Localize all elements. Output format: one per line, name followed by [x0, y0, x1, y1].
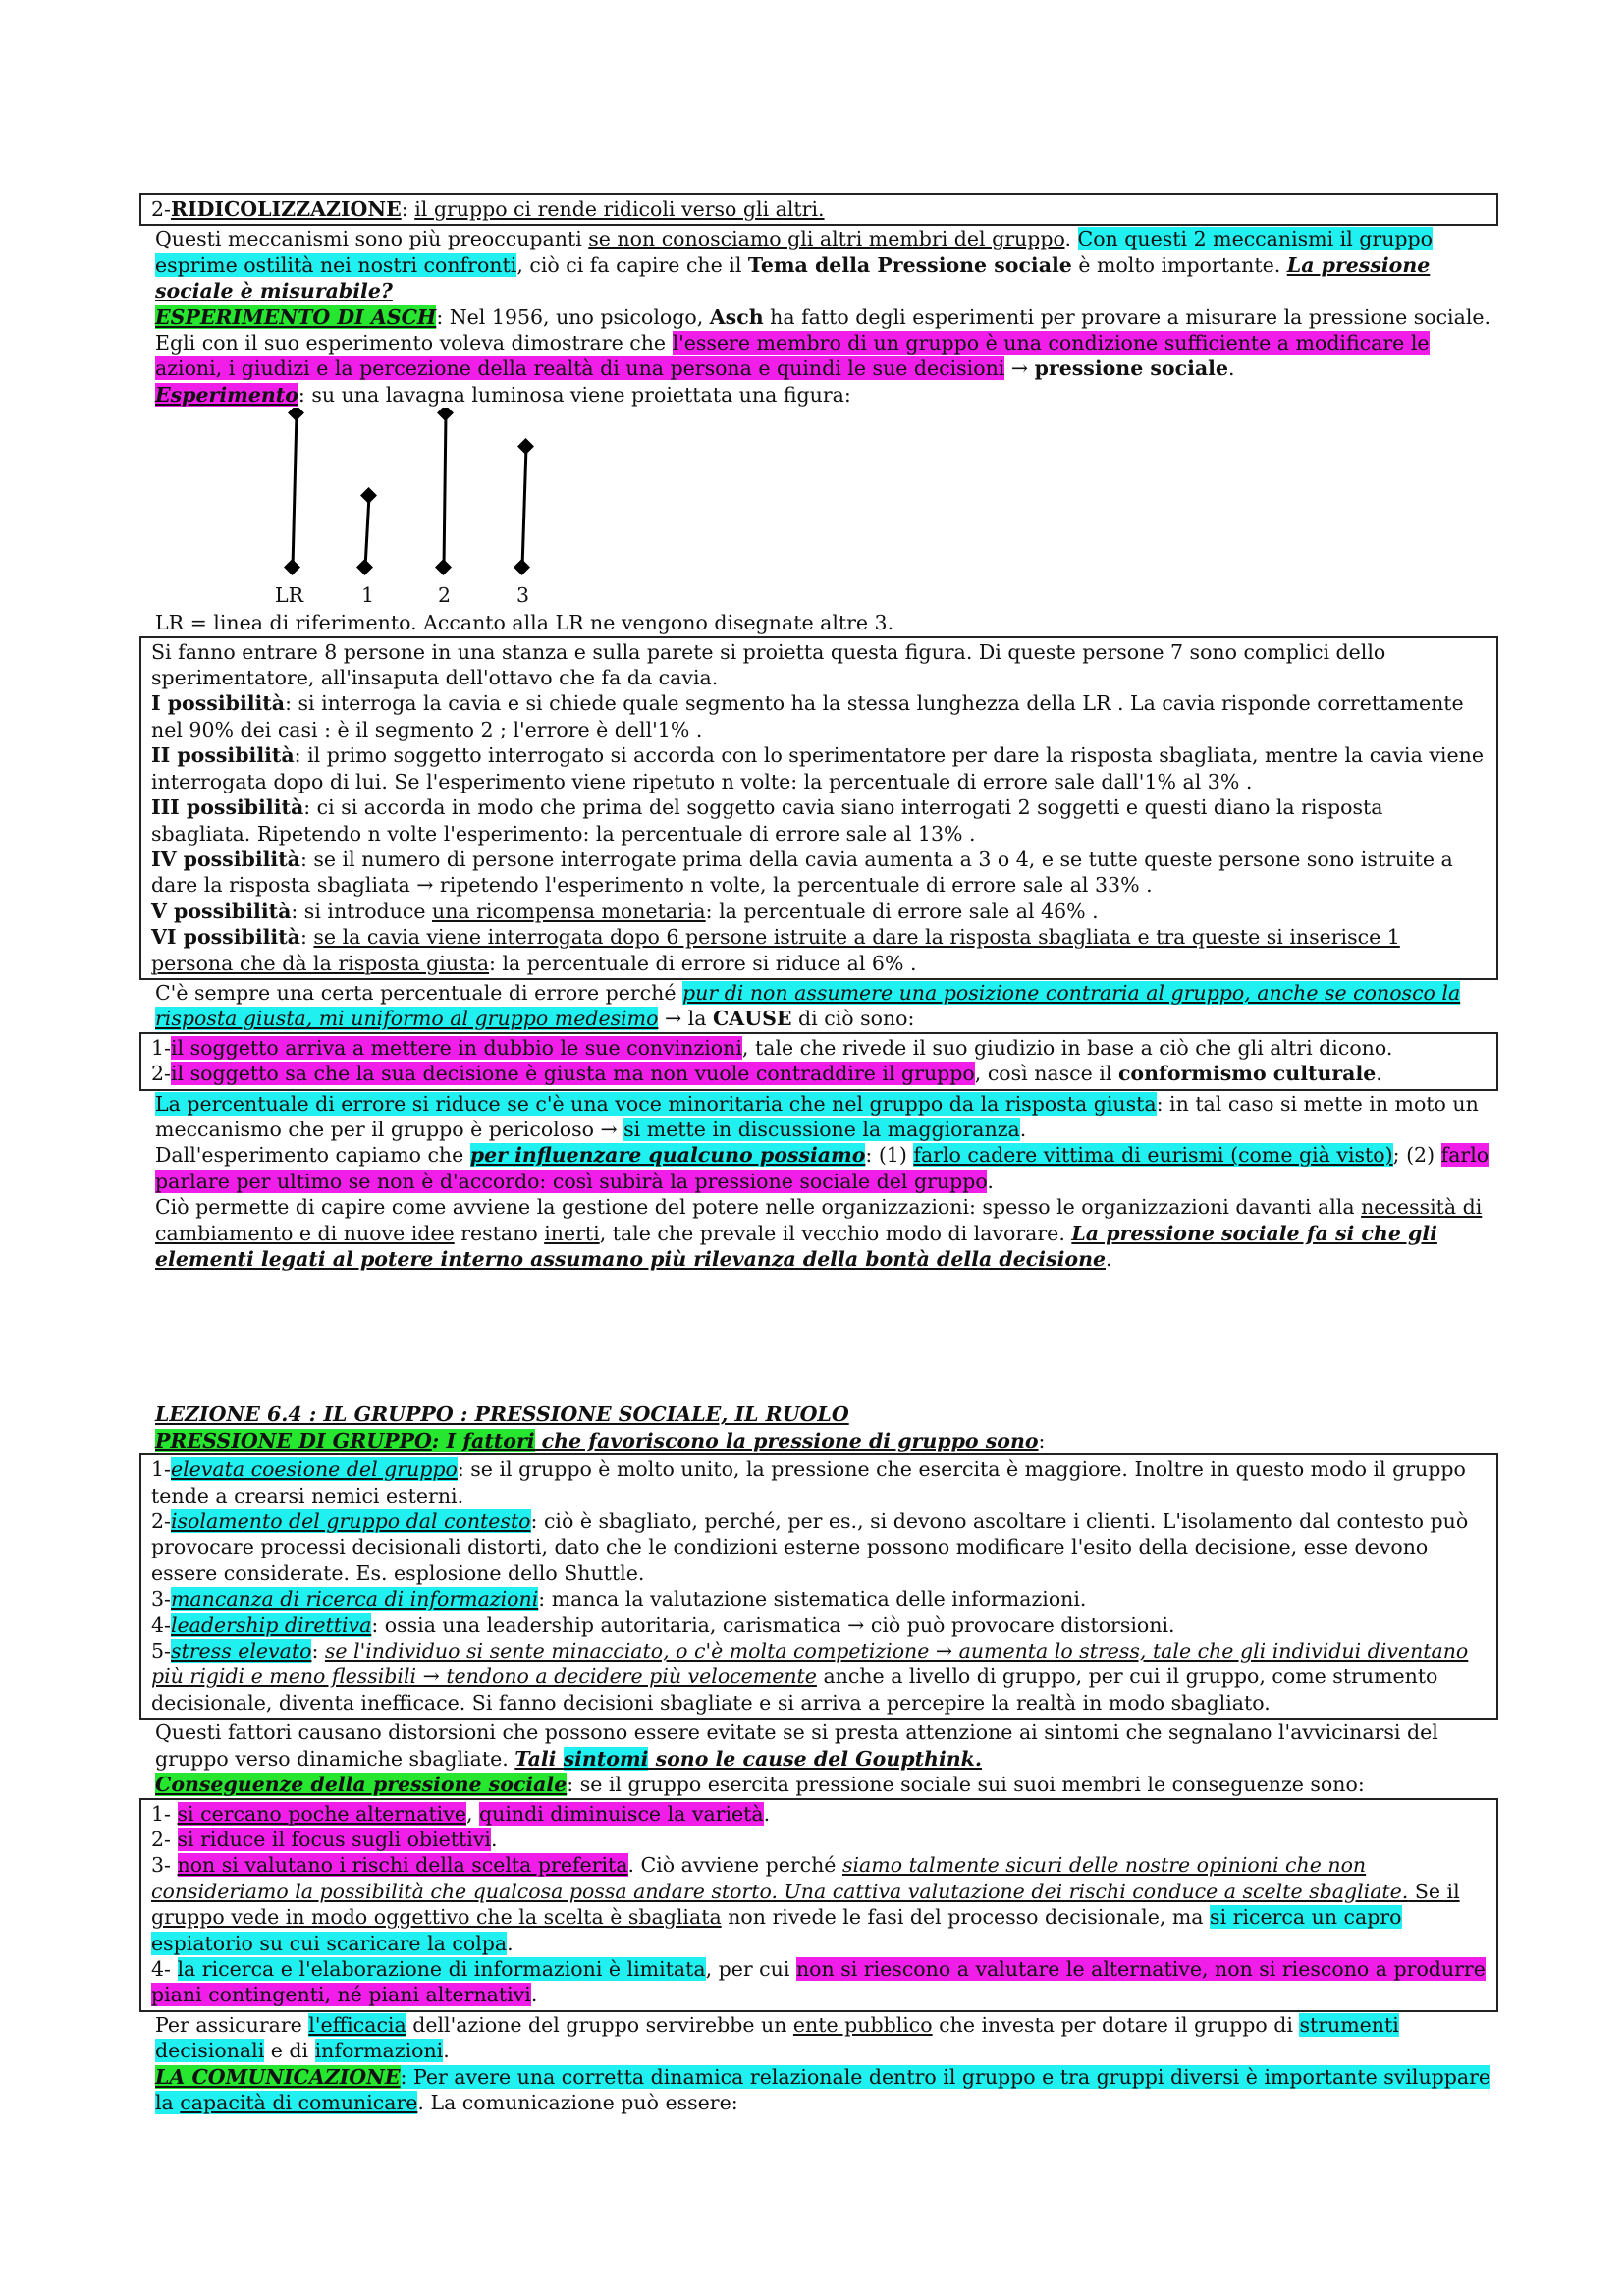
highlight-cyan: elevata coesione del gruppo — [170, 1457, 458, 1482]
highlight-cyan: strumenti decisionali — [155, 2012, 1399, 2063]
label-lr: LR — [275, 583, 304, 608]
text-run: Dall'esperimento capiamo che — [155, 1143, 470, 1168]
conseguenza-1 — [151, 1801, 1487, 1827]
ridicolizzazione-text: il gruppo ci rende ridicoli verso gli altri. — [414, 197, 825, 221]
text-run: : — [1038, 1428, 1046, 1452]
possibilita-label: VI possibilità — [151, 925, 300, 950]
conseguenza-3 — [151, 1852, 1487, 1956]
item-number: 1- — [151, 1035, 171, 1060]
text-run: . La comunicazione può essere: — [417, 2090, 738, 2114]
text-run: se la cavia viene interrogata dopo 6 persone istruite a dare la risposta sbagliata e tra queste si inserisce 1 persona che dà la risposta giusta — [151, 925, 1400, 975]
highlight-cyan: si ricerca un capro espiatorio su cui scaricare la colpa — [151, 1905, 1402, 1955]
line-lr — [293, 413, 297, 568]
text-run: : si introduce — [291, 899, 432, 923]
asch-lines-svg — [155, 408, 744, 610]
line-3 — [522, 447, 526, 568]
highlight-magenta: il soggetto sa che la sua decisione è giusta ma non vuole contraddire il gruppo — [170, 1062, 975, 1086]
text-run: = linea di riferimento. Accanto alla LR ne vengono disegnate altre 3. — [189, 611, 894, 635]
text-run: fattori — [462, 1428, 535, 1452]
paragraph-minoritaria — [155, 1091, 1494, 1143]
possibilita-label: III possibilità — [151, 795, 304, 820]
text-run: : I — [431, 1428, 463, 1452]
label-3: 3 — [516, 583, 530, 608]
item-number: 3- — [151, 1587, 171, 1612]
conseguenze-title: Conseguenze della pressione sociale — [155, 1773, 568, 1797]
possibilita-3 — [151, 794, 1487, 847]
arrow-text: → — [1004, 356, 1035, 381]
paragraph-cause — [155, 980, 1494, 1032]
text-run: : — [299, 925, 314, 950]
arrow-text: → la — [658, 1007, 713, 1031]
possibilita-2 — [151, 742, 1487, 794]
paragraph-esperimento — [155, 382, 1494, 408]
item-number: 2- — [151, 1509, 171, 1534]
text-run: : si interroga la cavia e si chiede quale segmento ha la stessa lunghezza della LR . La cavia risponde correttamente nel 90% dei casi : è il segmento 2 ; l'errore è dell'1% . — [151, 691, 1464, 741]
text-run: : Nel 1956, uno psicologo, — [436, 304, 710, 329]
highlight-cyan: isolamento del gruppo dal contesto — [170, 1509, 531, 1534]
possibilita-intro: Si fanno entrare 8 persone in una stanza e sulla parete si proietta questa figura. Di queste persone 7 sono complici dello sperimentatore, all'insaputa dell'ottavo che fa da cavia. — [151, 639, 1386, 690]
item-number: 2- — [151, 1062, 171, 1086]
paragraph-meccanismi — [155, 226, 1494, 303]
text-run: : il primo soggetto interrogato si accorda con lo sperimentatore per dare la risposta sbagliata, mentre la cavia viene interrogata dopo di lui. Se l'esperimento viene ripetuto n volte: la percentuale di errore sale dall'1% al 3% . — [151, 743, 1484, 793]
highlight-cyan: capacità di comunicare — [180, 2090, 418, 2114]
item-number: 1- — [151, 1801, 178, 1826]
marker-3-top — [519, 440, 532, 453]
ridicolizzazione-title: RIDICOLIZZAZIONE — [170, 197, 402, 221]
esperimento-title: Esperimento — [155, 382, 298, 407]
text-run: : la percentuale di errore sale al 46% . — [705, 899, 1099, 923]
highlight-magenta: si cercano poche alternative — [177, 1801, 466, 1826]
text-run: se non conosciamo gli altri membri del gruppo — [588, 227, 1065, 251]
text-run: dell'azione del gruppo servirebbe un — [406, 2012, 793, 2037]
highlight-magenta: il soggetto arriva a mettere in dubbio le sue convinzioni — [170, 1035, 742, 1060]
lesson-title — [155, 1401, 1494, 1427]
highlight-magenta: si riduce il focus sugli obiettivi — [177, 1827, 491, 1851]
paragraph-efficacia — [155, 2012, 1494, 2064]
text-run: , per cui — [705, 1956, 796, 1981]
box-possibilita — [139, 636, 1498, 980]
text-run: Asch — [709, 304, 764, 329]
marker-2-top — [439, 408, 452, 419]
text-run: che favoriscono la pressione di gruppo sono — [534, 1428, 1039, 1452]
item-number: 4- — [151, 1613, 171, 1637]
text-run: . — [987, 1169, 994, 1193]
text-run: , — [465, 1801, 479, 1826]
possibilita-label: IV possibilità — [151, 847, 300, 871]
text-run: inerti — [544, 1221, 600, 1245]
text-run: : (1) — [865, 1143, 914, 1168]
text-run: : — [311, 1639, 325, 1664]
text-run: siamo talmente sicuri delle nostre opinioni che non consideriamo la possibilità che qualcosa possa andare storto. Una cattiva valutazione dei rischi conduce a scelte sbagliate. — [151, 1853, 1409, 1903]
possibilita-6 — [151, 924, 1487, 976]
highlight-cyan: informazioni — [314, 2039, 444, 2063]
text-run: non rivede le fasi del processo decisionale, ma — [721, 1905, 1211, 1930]
text-run: è molto importante. — [1071, 252, 1287, 277]
text-run: Questi fattori causano distorsioni che possono essere evitate se si presta attenzione ai sintomi che segnalano l'avvicinarsi del gruppo verso dinamiche sbagliate. — [155, 1721, 1438, 1771]
section-gap — [155, 1272, 1494, 1401]
possibilita-label: I possibilità — [151, 691, 286, 716]
label-1: 1 — [361, 583, 375, 608]
text-run: anche a livello di gruppo, per cui il gruppo, come strumento decisionale, diventa inefficace. Si fanno decisioni sbagliate e si arriva a percepire la realtà in modo sbagliato. — [151, 1665, 1438, 1715]
text-run: C'è sempre una certa percentuale di errore perché — [155, 980, 683, 1005]
fattore-4 — [151, 1613, 1487, 1638]
paragraph-pressione-gruppo — [155, 1428, 1494, 1453]
fattore-1 — [151, 1456, 1487, 1508]
text-run: . — [530, 1983, 538, 2007]
text-run: : la percentuale di errore si riduce al 6% . — [489, 951, 917, 975]
text-run: Ciò permette di capire come avviene la gestione del potere nelle organizzazioni: spesso le organizzazioni davanti alla — [155, 1195, 1362, 1220]
highlight-cyan: l'efficacia — [308, 2012, 406, 2037]
highlight-magenta: quindi diminuisce la varietà — [479, 1801, 764, 1826]
label-2: 2 — [438, 583, 452, 608]
fattore-2 — [151, 1508, 1487, 1586]
text-run: La pressione sociale fa si che gli elementi legati al potere interno assumano più rilevanza della bontà della decisione — [155, 1221, 1437, 1271]
text-run: una ricompensa monetaria — [432, 899, 706, 923]
text-run: CAUSE — [712, 1007, 792, 1031]
marker-1-top — [362, 489, 375, 502]
text-run: . — [1106, 1247, 1112, 1271]
highlight-cyan: per influenzare qualcuno possiamo — [469, 1143, 866, 1168]
highlight-cyan: si mette in discussione la maggioranza — [623, 1117, 1020, 1141]
fattore-5 — [151, 1638, 1487, 1716]
asch-lines-figure — [155, 408, 1494, 610]
text-run: . — [490, 1827, 498, 1851]
text-run: La pressione sociale è misurabile? — [155, 252, 1431, 303]
highlight-cyan: pur di non assumere una posizione contraria al gruppo, anche se conosco la risposta giusta, mi uniformo al gruppo medesimo — [155, 980, 1461, 1031]
highlight-cyan: la ricerca e l'elaborazione di informazioni è limitata — [177, 1956, 706, 1981]
box-cause — [139, 1032, 1498, 1091]
highlight-cyan: La percentuale di errore si riduce se c'è una voce minoritaria che nel gruppo da la risposta giusta — [155, 1091, 1157, 1116]
paragraph-comunicazione — [155, 2064, 1494, 2116]
marker-3-bottom — [515, 561, 528, 574]
item-number: 5- — [151, 1639, 171, 1664]
text-run: sono le cause del Goupthink. — [648, 1746, 982, 1771]
text-run: , ciò ci fa capire che il — [516, 252, 748, 277]
text-run: , così nasce il — [974, 1062, 1118, 1086]
text-run: : ossia una leadership autoritaria, carismatica → ciò può provocare distorsioni. — [371, 1613, 1175, 1637]
paragraph-asch — [155, 304, 1494, 382]
marker-lr-top — [290, 408, 302, 419]
highlight-magenta: non si valutano i rischi della scelta preferita — [177, 1853, 628, 1878]
text-run: e di — [264, 2039, 315, 2063]
highlight-magenta: l'essere membro di un gruppo è una condizione sufficiente a modificare le azioni, i giudizi e la percezione della realtà di una persona e quindi le sue decisioni — [155, 331, 1430, 381]
text-run: se l'individuo si sente minacciato, o c'è molta competizione → aumenta lo stress, tale che gli individui diventano più rigidi e meno flessibili → tendono a decidere più velocemente — [151, 1639, 1469, 1689]
item-number: 3- — [151, 1853, 178, 1878]
highlight-cyan: Con questi 2 meccanismi il gruppo esprime ostilità nei nostri confronti — [155, 227, 1434, 277]
text-run: di ciò sono: — [791, 1007, 915, 1031]
cause-2 — [151, 1061, 1487, 1086]
text-run: pressione sociale — [1034, 356, 1228, 381]
paragraph-lr — [155, 610, 1494, 635]
text-run: ha fatto degli esperimenti per provare a misurare la pressione sociale. Egli con il suo esperimento voleva dimostrare che — [155, 304, 1491, 355]
line-2 — [444, 413, 446, 568]
colon: : — [401, 197, 415, 221]
paragraph-distorsioni — [155, 1720, 1494, 1772]
asch-title: ESPERIMENTO DI ASCH — [155, 304, 437, 329]
highlight-cyan: leadership direttiva — [170, 1613, 372, 1637]
highlight-cyan: : Per avere una corretta dinamica relazionale dentro il gruppo e tra gruppi diversi è importante sviluppare la — [155, 2064, 1491, 2114]
text-run: . — [763, 1801, 771, 1826]
comunicazione-title: LA COMUNICAZIONE — [155, 2064, 401, 2089]
text-run: : manca la valutazione sistematica delle informazioni. — [538, 1587, 1087, 1612]
item-number: 2- — [151, 1827, 178, 1851]
highlight-magenta: farlo parlare per ultimo se non è d'accordo: così subirà la pressione sociale del gruppo — [155, 1143, 1489, 1193]
item-number: 1- — [151, 1457, 171, 1482]
text-run: : se il gruppo è molto unito, la pressione che esercita è maggiore. Inoltre in questo modo il gruppo tende a crearsi nemici esterni. — [151, 1457, 1466, 1507]
text-run: , tale che rivede il suo giudizio in base a ciò che gli altri dicono. — [741, 1035, 1393, 1060]
possibilita-4 — [151, 847, 1487, 899]
text-run: : su una lavagna luminosa viene proiettata una figura: — [298, 382, 851, 407]
highlight-cyan: sintomi — [563, 1746, 649, 1771]
box-conseguenze — [139, 1798, 1498, 2012]
lesson-heading: LEZIONE 6.4 : IL GRUPPO : PRESSIONE SOCIALE, IL RUOLO — [155, 1402, 849, 1427]
possibilita-label: II possibilità — [151, 743, 295, 768]
text-run: conformismo culturale — [1117, 1062, 1377, 1086]
fattore-3 — [151, 1586, 1487, 1612]
marker-1-bottom — [358, 561, 371, 574]
pressione-gruppo-title: PRESSIONE DI GRUPPO — [155, 1428, 432, 1452]
text-run: LR — [155, 611, 190, 635]
box-ridicolizzazione — [139, 193, 1498, 226]
text-run: : ci si accorda in modo che prima del soggetto cavia siano interrogati 2 soggetti e questi diano la risposta sbagliata. Ripetendo n volte l'esperimento: la percentuale di errore sale al 13% . — [151, 795, 1383, 846]
ridicolizzazione-line — [151, 196, 1487, 222]
highlight-magenta: non si riescono a valutare le alternative, non si riescono a produrre piani contingenti, né piani alternativi — [151, 1956, 1486, 2007]
text-run: restano — [454, 1221, 545, 1245]
possibilita-1 — [151, 690, 1487, 742]
text-run: , tale che prevale il vecchio modo di lavorare. — [599, 1221, 1072, 1245]
highlight-cyan: farlo cadere vittima di eurismi (come già visto) — [913, 1143, 1393, 1168]
item-number: 2- — [151, 197, 171, 221]
paragraph-organizzazioni — [155, 1194, 1494, 1272]
text-run: : se il numero di persone interrogate prima della cavia aumenta a 3 o 4, e se tutte queste persone sono istruite a dare la risposta sbagliata → ripetendo l'esperimento n volte, la percentuale di errore sale al 33% . — [151, 847, 1453, 898]
possibilita-5 — [151, 899, 1487, 924]
paragraph-conseguenze — [155, 1772, 1494, 1797]
text-run: ente pubblico — [792, 2012, 933, 2037]
box-fattori — [139, 1453, 1498, 1720]
conseguenza-2 — [151, 1827, 1487, 1852]
text-run: : ciò è sbagliato, perché, per es., si devono ascoltare i clienti. L'isolamento dal contesto può provocare processi decisionali distorti, dato che le condizioni esterne possono modificare l'esito della decisione, esse devono essere considerate. Es. esplosione dello Shuttle. — [151, 1509, 1469, 1585]
text-run: Tali — [514, 1746, 564, 1771]
text-run: : in tal caso si mette in moto un meccanismo che per il gruppo è pericoloso → — [155, 1091, 1479, 1141]
conseguenza-4 — [151, 1956, 1487, 2008]
line-1 — [365, 496, 369, 568]
text-run: Se il gruppo vede in modo oggettivo che la scelta è sbagliata — [151, 1879, 1460, 1930]
text-run: . — [507, 1931, 514, 1955]
text-run: . — [1019, 1117, 1027, 1141]
text-run: : se il gruppo esercita pressione sociale sui suoi membri le conseguenze sono: — [567, 1773, 1365, 1797]
marker-2-bottom — [437, 561, 450, 574]
text-run: Questi meccanismi sono più preoccupanti — [155, 227, 589, 251]
possibilita-label: V possibilità — [151, 899, 292, 923]
text-run: che investa per dotare il gruppo di — [932, 2012, 1300, 2037]
text-run: ; (2) — [1392, 1143, 1441, 1168]
document-page — [151, 193, 1494, 2115]
text-run: Per assicurare — [155, 2012, 309, 2037]
text-run: . — [1064, 227, 1078, 251]
text-run: necessità di cambiamento e di nuove idee — [155, 1195, 1483, 1245]
cause-1 — [151, 1035, 1487, 1061]
text-run: . — [1227, 356, 1235, 381]
text-run: . Ciò avviene perché — [627, 1853, 842, 1878]
text-run: Tema della Pressione sociale — [747, 252, 1072, 277]
item-number: 4- — [151, 1956, 178, 1981]
highlight-cyan: mancanza di ricerca di informazioni — [170, 1587, 539, 1612]
paragraph-influenzare — [155, 1142, 1494, 1194]
text-run: . — [443, 2039, 450, 2063]
text-run: . — [1376, 1062, 1382, 1086]
marker-lr-bottom — [286, 561, 298, 574]
highlight-cyan: stress elevato — [170, 1639, 312, 1664]
